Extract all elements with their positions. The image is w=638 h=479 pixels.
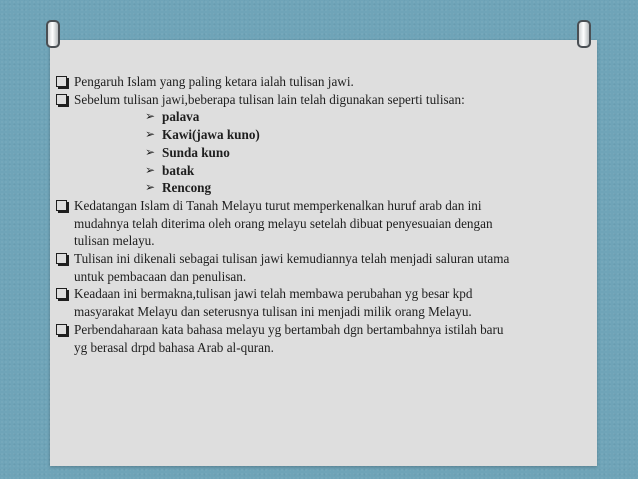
- bullet-line: mudahnya telah diterima oleh orang melayu setelah dibuat penyesuaian dengan: [74, 215, 493, 231]
- bullet-line: masyarakat Melayu dan seterusnya tulisan ini menjadi milik orang Melayu.: [74, 304, 472, 320]
- bullet-line: yg berasal drpd bahasa Arab al-quran.: [74, 339, 274, 355]
- bullet-text: Pengaruh Islam yang paling ketara ialah tulisan jawi.: [74, 74, 354, 89]
- sub-item: [55, 144, 595, 162]
- bullet-item: [55, 73, 595, 91]
- bullet-item: [55, 197, 595, 250]
- pin-icon: [46, 20, 60, 48]
- sub-item-text: Kawi(jawa kuno): [162, 127, 260, 143]
- checkbox-bullet-icon: [56, 94, 67, 105]
- sub-item: [55, 162, 595, 180]
- checkbox-bullet-icon: [56, 200, 67, 211]
- sub-item-text: Rencong: [162, 180, 212, 196]
- sub-item: [55, 179, 595, 197]
- arrow-bullet-icon: ➢: [145, 162, 156, 177]
- bullet-line: Keadaan ini bermakna,tulisan jawi telah membawa perubahan yg besar kpd: [74, 286, 473, 302]
- bullet-item: [55, 250, 595, 285]
- checkbox-bullet-icon: [56, 253, 67, 264]
- sub-item: [55, 126, 595, 144]
- arrow-bullet-icon: ➢: [145, 144, 156, 159]
- bullet-line: Kedatangan Islam di Tanah Melayu turut memperkenalkan huruf arab dan ini: [74, 197, 482, 213]
- bullet-item: [55, 91, 595, 109]
- checkbox-bullet-icon: [56, 324, 67, 335]
- slide-content: [55, 73, 595, 356]
- arrow-bullet-icon: ➢: [145, 180, 156, 195]
- arrow-bullet-icon: ➢: [145, 109, 156, 124]
- checkbox-bullet-icon: [56, 76, 67, 87]
- sub-item: [55, 108, 595, 126]
- arrow-bullet-icon: ➢: [145, 127, 156, 142]
- sub-item-text: batak: [162, 162, 195, 178]
- sub-item-text: palava: [162, 109, 200, 125]
- bullet-line: tulisan melayu.: [74, 233, 155, 249]
- pin-icon: [577, 20, 591, 48]
- sub-item-text: Sunda kuno: [162, 144, 230, 160]
- bullet-line: untuk pembacaan dan penulisan.: [74, 268, 247, 284]
- bullet-text: Sebelum tulisan jawi,beberapa tulisan lain telah digunakan seperti tulisan:: [74, 91, 465, 107]
- bullet-item: [55, 285, 595, 320]
- bullet-item: [55, 321, 595, 356]
- checkbox-bullet-icon: [56, 288, 67, 299]
- bullet-line: Perbendaharaan kata bahasa melayu yg bertambah dgn bertambahnya istilah baru: [74, 321, 504, 337]
- bullet-line: Tulisan ini dikenali sebagai tulisan jawi kemudiannya telah menjadi saluran utama: [74, 251, 510, 267]
